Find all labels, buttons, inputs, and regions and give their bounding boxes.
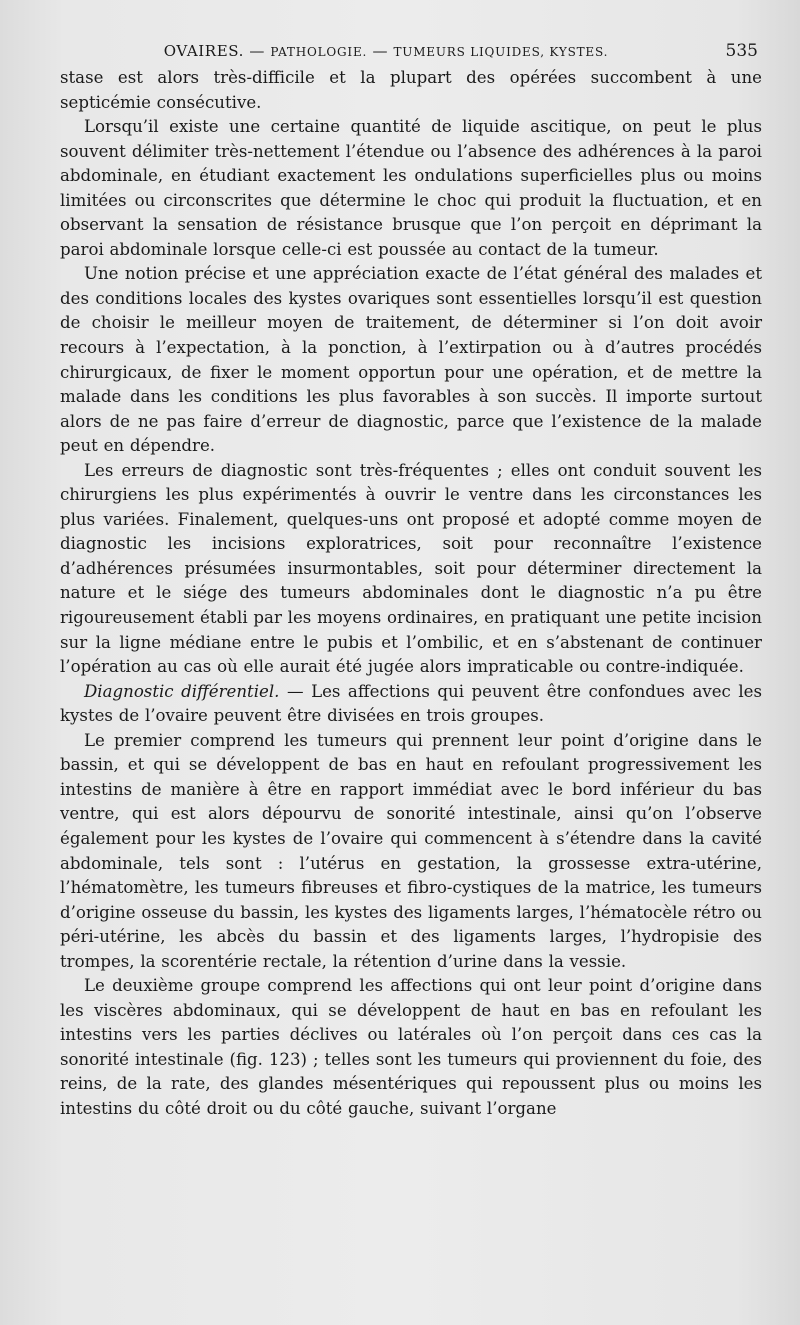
paragraph: [60, 680, 762, 729]
paragraph-text: — Les affections qui peuvent être confondues avec les kystes de l’ovaire peuvent être divisées en trois groupes.: [60, 681, 762, 726]
paragraph: Lorsqu’il existe une certaine quantité de liquide ascitique, on peut le plus souvent délimiter très-nettement l’étendue ou l’absence des adhérences à la paroi abdominale, en étudiant exactement les ondulations superficielles plus ou moins limitées ou circonscrites que détermine le choc qui produit la fluctuation, et en observant la sensation de résistance brusque que l’on perçoit en déprimant la paroi abdominale lorsque celle-ci est poussée au contact de la tumeur.: [60, 117, 762, 259]
running-head-section: PATHOLOGIE.: [270, 45, 368, 59]
running-head-dash: —: [372, 42, 389, 60]
paragraph: Le premier comprend les tumeurs qui prennent leur point d’origine dans le bassin, et qui se développent de bas en haut en refoulant progressivement les intestins de manière à être en rapport immédiat avec le bord inférieur du bas ventre, qui est alors dépourvu de sonorité intestinale, ainsi qu’on l’observe également pour les kystes de l’ovaire qui commencent à s’étendre dans la cavité abdominale, tels sont : l’utérus en gestation, la grossesse extra-utérine, l’hématomètre, les tumeurs fibreuses et fibro-cystiques de la matrice, les tumeurs d’origine osseuse du bassin, les kystes des ligaments larges, l’hématocèle rétro ou péri-utérine, les abcès du bassin et des ligaments larges, l’hydropisie des trompes, la scorentérie rectale, la rétention d’urine dans la vessie.: [60, 730, 762, 971]
paragraph: Les erreurs de diagnostic sont très-fréquentes ; elles ont conduit souvent les chirurgiens les plus expérimentés à ouvrir le ventre dans les circonstances les plus variées. Finalement, quelques-uns ont proposé et adopté comme moyen de diagnostic les incisions exploratrices, soit pour reconnaître l’existence d’adhérences présumées insurmontables, soit pour déterminer directement la nature et le siége des tumeurs abdominales dont le diagnostic n’a pu être rigoureusement établi par les moyens ordinaires, en pratiquant une petite incision sur la ligne médiane entre le pubis et l’ombilic, et en s’abstenant de continuer l’opération au cas où elle aurait été jugée alors impraticable ou contre-indiquée.: [60, 460, 762, 677]
paragraph: Une notion précise et une appréciation exacte de l’état général des malades et des conditions locales des kystes ovariques sont essentielles lorsqu’il est question de choisir le meilleur moyen de traitement, de déterminer si l’on doit avoir recours à l’expectation, à la ponction, à l’extirpation ou à d’autres procédés chirurgicaux, de fixer le moment opportun pour une opération, et de mettre la malade dans les conditions les plus favorables à son succès. Il importe surtout alors de ne pas faire d’erreur de diagnostic, parce que l’existence de la malade peut en dépendre.: [60, 264, 762, 456]
paragraph: Le deuxième groupe comprend les affections qui ont leur point d’origine dans les viscères abdominaux, qui se développent de haut en bas en refoulant les intestins vers les parties déclives ou latérales où l’on perçoit dans ces cas la sonorité intestinale (fig. 123) ; telles sont les tumeurs qui proviennent du foie, des reins, de la rate, des glandes mésentériques qui repoussent plus ou moins les intestins du côté droit ou du côté gauche, suivant l’organe: [60, 976, 762, 1118]
running-head-subject: TUMEURS LIQUIDES, KYSTES.: [393, 45, 609, 59]
section-heading-inline: Diagnostic différentiel.: [84, 681, 280, 701]
body-text: [60, 66, 762, 1122]
running-head-dash: —: [249, 42, 265, 60]
paragraph: stase est alors très-difficile et la plupart des opérées succombent à une septicémie consécutive.: [60, 68, 762, 112]
running-head: [60, 36, 762, 66]
running-head-title: OVAIRES.: [163, 42, 244, 60]
page-number: 535: [725, 41, 758, 61]
